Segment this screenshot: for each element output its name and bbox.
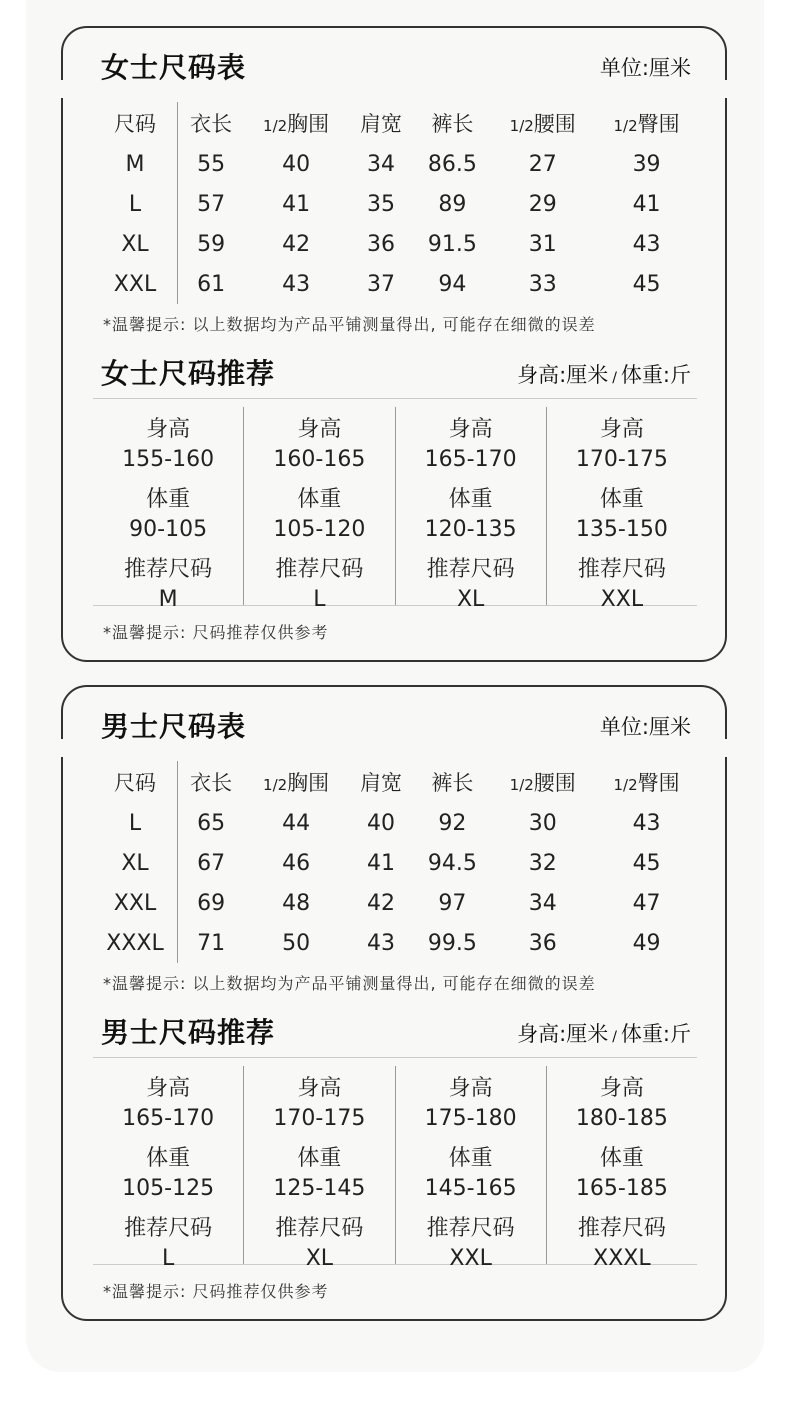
height-value: 160-165 [273,447,366,472]
table-cell: 31 [528,231,557,257]
men-recommend-grid [93,1057,697,1271]
weight-label: 体重 [448,1146,493,1171]
recommend-column [93,1066,244,1271]
table-cell: 44 [282,810,311,836]
table-cell: 42 [366,890,395,916]
table-cell: 69 [197,890,226,916]
table-cell: 43 [632,231,661,257]
table-cell: 94 [438,271,467,297]
table-cell: 45 [632,271,661,297]
table-cell: 32 [528,850,557,876]
table-cell: L [93,803,178,843]
size-value: XL [456,587,485,612]
header-hip: 1/2臀围 [613,112,680,136]
table-row [93,843,699,883]
weight-value: 165-185 [575,1176,668,1201]
recommend-column [547,407,697,612]
table-cell: M [93,144,178,184]
weight-value: 145-165 [424,1176,517,1201]
table-cell: 67 [197,850,226,876]
height-value: 175-180 [424,1106,517,1131]
header-length: 衣长 [190,771,233,795]
header-size: 尺码 [93,761,178,803]
size-value: XL [305,1246,334,1271]
men-recommend-unit: 身高:厘米 / 体重:斤 [517,1022,691,1046]
height-value: 165-170 [122,1106,215,1131]
height-value: 165-170 [424,447,517,472]
weight-value: 135-150 [575,517,668,542]
size-label: 推荐尺码 [426,1216,515,1241]
table-cell: XXL [93,883,178,923]
women-recommend-note: *温馨提示: 尺码推荐仅供参考 [103,623,329,642]
men-size-chart-title: 男士尺码表 [101,710,247,743]
men-recommend-note: *温馨提示: 尺码推荐仅供参考 [103,1282,329,1301]
weight-label: 体重 [146,1146,191,1171]
size-value: XXL [449,1246,492,1271]
table-cell: 59 [197,231,226,257]
size-label: 推荐尺码 [577,1216,666,1241]
women-recommend-unit: 身高:厘米 / 体重:斤 [517,363,691,387]
table-cell: 89 [438,191,467,217]
table-cell: XL [93,843,178,883]
women-size-chart-title: 女士尺码表 [101,51,247,84]
weight-value: 90-105 [129,517,208,542]
header-hip: 1/2臀围 [613,771,680,795]
table-cell: 43 [366,930,395,956]
size-label: 推荐尺码 [275,1216,364,1241]
men-table-note: *温馨提示: 以上数据均为产品平铺测量得出, 可能存在细微的误差 [103,974,596,993]
header-size: 尺码 [93,102,178,144]
weight-label: 体重 [599,487,644,512]
height-label: 身高 [297,417,342,442]
header-chest: 1/2胸围 [263,112,330,136]
weight-value: 125-145 [273,1176,366,1201]
table-cell: XL [93,224,178,264]
table-cell: 33 [528,271,557,297]
recommend-column [547,1066,697,1271]
table-cell: 97 [438,890,467,916]
table-row [93,803,699,843]
height-label: 身高 [297,1076,342,1101]
size-value: XXL [600,587,644,612]
men-unit-label: 单位:厘米 [599,715,691,739]
size-value: XXXL [593,1246,651,1271]
table-cell: 27 [528,151,557,177]
table-header-row [93,761,699,803]
table-cell: 36 [528,930,557,956]
header-length: 衣长 [190,112,233,136]
table-cell: 41 [366,850,395,876]
table-row [93,144,699,184]
header-waist: 1/2腰围 [509,771,576,795]
height-label: 身高 [448,417,493,442]
women-size-table [93,102,699,304]
weight-label: 体重 [297,1146,342,1171]
table-cell: XXL [93,264,178,304]
table-row [93,923,699,963]
table-cell: 92 [438,810,467,836]
weight-label: 体重 [146,487,191,512]
size-label: 推荐尺码 [275,557,364,582]
table-cell: 55 [197,151,226,177]
table-cell: XXXL [93,923,178,963]
table-cell: 30 [528,810,557,836]
size-value: L [313,587,326,612]
table-row [93,264,699,304]
recommend-column [93,407,244,612]
women-table-note: *温馨提示: 以上数据均为产品平铺测量得出, 可能存在细微的误差 [103,315,596,334]
header-waist: 1/2腰围 [509,112,576,136]
height-label: 身高 [146,417,191,442]
table-cell: 65 [197,810,226,836]
table-cell: 37 [366,271,395,297]
table-cell: 46 [282,850,311,876]
height-value: 155-160 [122,447,215,472]
table-cell: 29 [528,191,557,217]
size-label: 推荐尺码 [577,557,666,582]
recommend-column [244,407,395,612]
men-size-table [93,761,699,963]
height-label: 身高 [448,1076,493,1101]
table-cell: 43 [282,271,311,297]
table-cell: L [93,184,178,224]
height-label: 身高 [599,417,644,442]
table-cell: 61 [197,271,226,297]
women-recommend-grid [93,398,697,612]
table-cell: 41 [632,191,661,217]
table-cell: 86.5 [427,151,477,177]
height-label: 身高 [599,1076,644,1101]
men-recommend-title: 男士尺码推荐 [101,1016,276,1049]
table-cell: 42 [282,231,311,257]
recommend-column [396,1066,547,1271]
women-unit-label: 单位:厘米 [599,56,691,80]
header-pants-length: 裤长 [431,771,474,795]
table-cell: 41 [282,191,311,217]
table-row [93,184,699,224]
table-cell: 39 [632,151,661,177]
weight-label: 体重 [448,487,493,512]
table-cell: 36 [366,231,395,257]
recommend-column [396,407,547,612]
table-cell: 34 [528,890,557,916]
table-cell: 40 [366,810,395,836]
table-cell: 94.5 [427,850,477,876]
table-cell: 43 [632,810,661,836]
table-row [93,224,699,264]
women-recommend-title: 女士尺码推荐 [101,357,276,390]
weight-value: 105-120 [273,517,366,542]
size-value: L [161,1246,175,1271]
table-cell: 57 [197,191,226,217]
table-row [93,883,699,923]
size-value: M [158,587,178,612]
weight-value: 120-135 [424,517,517,542]
weight-label: 体重 [297,487,342,512]
size-label: 推荐尺码 [426,557,515,582]
recommend-column [244,1066,395,1271]
women-size-card [61,26,727,662]
table-cell: 50 [282,930,311,956]
table-cell: 48 [282,890,311,916]
height-label: 身高 [146,1076,191,1101]
size-label: 推荐尺码 [124,1216,213,1241]
header-shoulder: 肩宽 [359,771,402,795]
table-cell: 99.5 [427,930,477,956]
weight-value: 105-125 [122,1176,215,1201]
table-cell: 91.5 [427,231,477,257]
table-cell: 45 [632,850,661,876]
table-cell: 49 [632,930,661,956]
height-value: 170-175 [575,447,668,472]
men-size-card [61,685,727,1321]
table-cell: 47 [632,890,661,916]
height-value: 180-185 [575,1106,668,1131]
header-pants-length: 裤长 [431,112,474,136]
weight-label: 体重 [599,1146,644,1171]
table-header-row [93,102,699,144]
table-cell: 34 [366,151,395,177]
height-value: 170-175 [273,1106,366,1131]
table-cell: 40 [282,151,311,177]
header-shoulder: 肩宽 [359,112,402,136]
table-cell: 71 [197,930,226,956]
header-chest: 1/2胸围 [263,771,330,795]
size-label: 推荐尺码 [124,557,213,582]
table-cell: 35 [366,191,395,217]
